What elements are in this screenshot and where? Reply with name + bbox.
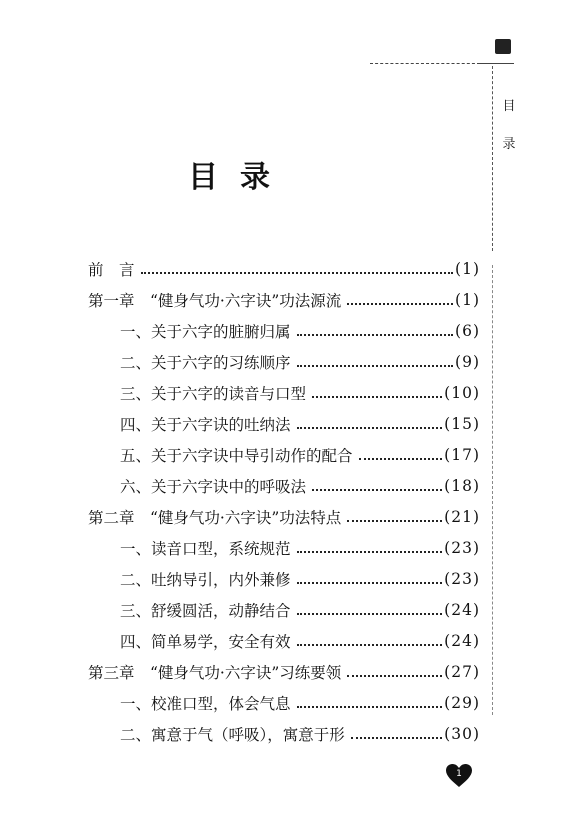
toc-leader-dots bbox=[297, 551, 443, 553]
toc-entry-page: (10) bbox=[444, 384, 480, 402]
toc-leader-dots bbox=[347, 675, 442, 677]
toc-entry-page: (23) bbox=[444, 570, 480, 588]
toc-entry[interactable] bbox=[120, 349, 480, 375]
toc-entry[interactable] bbox=[120, 535, 480, 561]
toc-leader-dots bbox=[297, 613, 443, 615]
toc-entry-label: 二、关于六字的习练顺序 bbox=[120, 354, 291, 372]
side-dashed-rule-lower bbox=[492, 265, 493, 715]
toc-entry-label: 三、关于六字的读音与口型 bbox=[120, 385, 307, 403]
toc-entry[interactable] bbox=[120, 690, 480, 716]
toc-entry-label: 四、简单易学，安全有效 bbox=[120, 633, 291, 651]
toc-entry-page: (6) bbox=[455, 322, 480, 340]
running-header-char-1: 目 bbox=[502, 99, 516, 114]
toc-entry-page: (30) bbox=[444, 725, 480, 743]
toc-leader-dots bbox=[141, 272, 454, 274]
toc-entry-label: 三、舒缓圆活，动静结合 bbox=[120, 602, 291, 620]
toc-entry-page: (9) bbox=[455, 353, 480, 371]
toc-leader-dots bbox=[312, 489, 442, 491]
toc-entry[interactable] bbox=[120, 566, 480, 592]
toc-entry-label: 一、校准口型，体会气息 bbox=[120, 695, 291, 713]
page-number: 1 bbox=[456, 769, 462, 779]
toc-entry-label: 二、寓意于气（呼吸），寓意于形 bbox=[120, 726, 345, 744]
toc-entry-label: 四、关于六字诀的吐纳法 bbox=[120, 416, 291, 434]
page-title: 目录 bbox=[188, 160, 292, 195]
toc-entry[interactable] bbox=[120, 473, 480, 499]
toc-entry-page: (24) bbox=[444, 632, 480, 650]
toc-entry-label: 六、关于六字诀中的呼吸法 bbox=[120, 478, 307, 496]
corner-square-icon bbox=[495, 39, 511, 54]
toc-entry-page: (21) bbox=[444, 508, 480, 526]
toc-leader-dots bbox=[347, 303, 453, 305]
toc-entry[interactable] bbox=[120, 442, 480, 468]
toc-leader-dots bbox=[297, 582, 443, 584]
toc-entry[interactable] bbox=[88, 659, 480, 685]
toc-entry[interactable] bbox=[88, 256, 480, 282]
toc-leader-dots bbox=[312, 396, 442, 398]
toc-entry-page: (29) bbox=[444, 694, 480, 712]
toc-entry[interactable] bbox=[120, 380, 480, 406]
toc-entry[interactable] bbox=[120, 628, 480, 654]
toc-entry-label: 第二章 “健身气功·六字诀”功法特点 bbox=[88, 509, 342, 527]
toc-leader-dots bbox=[297, 644, 443, 646]
toc-entry-page: (17) bbox=[444, 446, 480, 464]
toc-entry[interactable] bbox=[120, 411, 480, 437]
toc-leader-dots bbox=[297, 334, 454, 336]
side-dashed-rule bbox=[492, 66, 493, 251]
toc-entry-label: 二、吐纳导引，内外兼修 bbox=[120, 571, 291, 589]
toc-entry-page: (27) bbox=[444, 663, 480, 681]
header-dashed-rule bbox=[370, 63, 480, 64]
toc-entry-page: (18) bbox=[444, 477, 480, 495]
heart-icon bbox=[446, 764, 472, 788]
toc-leader-dots bbox=[359, 458, 443, 460]
toc-entry-page: (1) bbox=[455, 291, 480, 309]
toc-leader-dots bbox=[351, 737, 442, 739]
toc-leader-dots bbox=[297, 427, 443, 429]
toc-entry-page: (24) bbox=[444, 601, 480, 619]
toc-leader-dots bbox=[297, 706, 443, 708]
header-solid-rule bbox=[478, 63, 514, 64]
toc-entry-page: (23) bbox=[444, 539, 480, 557]
toc-entry-label: 五、关于六字诀中导引动作的配合 bbox=[120, 447, 353, 465]
toc-entry-page: (15) bbox=[444, 415, 480, 433]
toc-entry[interactable] bbox=[120, 318, 480, 344]
running-header bbox=[502, 88, 516, 164]
toc-entry[interactable] bbox=[120, 721, 480, 747]
toc-entry-label: 一、读音口型，系统规范 bbox=[120, 540, 291, 558]
toc-entry-label: 前 言 bbox=[88, 261, 135, 279]
toc-entry-label: 第一章 “健身气功·六字诀”功法源流 bbox=[88, 292, 342, 310]
toc-leader-dots bbox=[297, 365, 454, 367]
running-header-char-2: 录 bbox=[502, 137, 516, 152]
toc-entry[interactable] bbox=[120, 597, 480, 623]
toc-entry-page: (1) bbox=[455, 260, 480, 278]
toc-leader-dots bbox=[347, 520, 442, 522]
toc-entry[interactable] bbox=[88, 504, 480, 530]
toc-entry-label: 第三章 “健身气功·六字诀”习练要领 bbox=[88, 664, 342, 682]
toc-entry[interactable] bbox=[88, 287, 480, 313]
toc-entry-label: 一、关于六字的脏腑归属 bbox=[120, 323, 291, 341]
